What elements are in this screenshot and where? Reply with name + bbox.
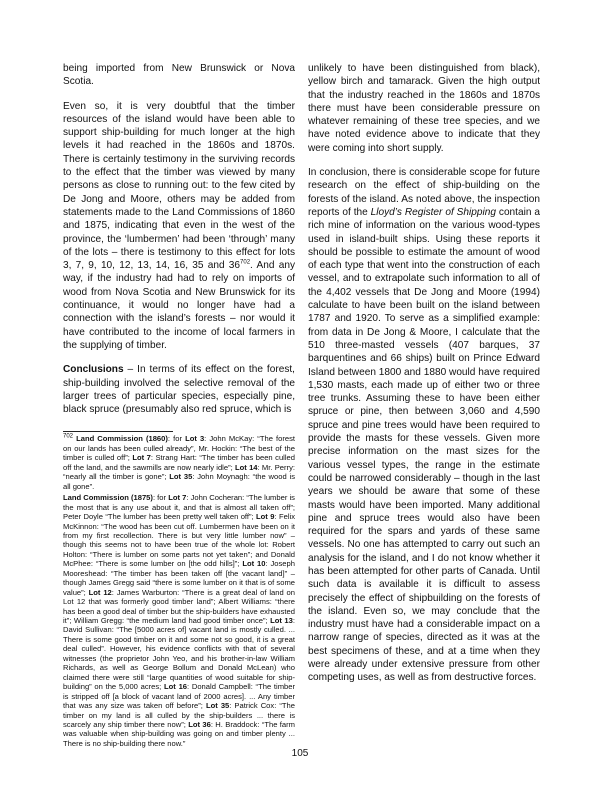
footnote-ref: 702 xyxy=(240,259,251,266)
footnote-text: : Patrick Cox: “The timber on my land is all culled by the ship-builders ... there is scarcely any ship timber there now”; xyxy=(63,701,295,730)
footnote-text: : John Moynagh: “the wood is all gone”. xyxy=(63,472,295,491)
footnote-bold-label: Lot 7 xyxy=(168,493,187,503)
footnote-bold-label: Land Commission (1875) xyxy=(63,493,153,503)
paragraph-text: In conclusion, there is considerable scope for future research on the effect of ship-building on the forests of the island. As noted above, the inspection reports of the xyxy=(308,167,540,218)
footnote-text: : Donald Campbell: “The timber is stripped off [a block of vacant land of 2000 acres]. ... Any timber that was any size was taken off before”; xyxy=(63,682,295,711)
footnote-bold-label: Lot 13 xyxy=(270,616,293,626)
footnote-bold-label: Lot 35 xyxy=(169,472,193,482)
paragraph-text: . And any way, if the industry had had to rely on imports of wood from Nova Scotia and New Brunswick for its continuance, it would no longer have had a connection with the island’s forests – nor would it have contributed to the income of local farmers in the supplying of timber. xyxy=(63,260,295,351)
italic-title: Lloyd’s Register of Shipping xyxy=(370,206,496,218)
footnote-bold-label: Lot 14 xyxy=(235,462,258,472)
footnote-bold-label: Lot 12 xyxy=(88,587,112,597)
footnote-rule xyxy=(63,431,173,432)
paragraph-text: Even so, it is very doubtful that the timber resources of the island would have been able to support ship-building for much longer at the high levels it had reached in the 1860s and 1870s. There is certainly testimony in the surviving records to the effect that the timber was viewed by many persons as close to running out: to the few cited by De Jong and Moore, others may be added from statements made to the Land Commissions of 1860 and 1875, indicating that even in the west of the province, the ‘lumbermen’ had been ‘through’ many of the lots – there is testimony to this effect for lots 3, 7, 9, 10, 12, 13, 14, 16, 35 and 36 xyxy=(63,100,295,272)
right-column xyxy=(308,62,540,696)
footnote-bold-label: Lot 35 xyxy=(205,701,230,711)
footnote-bold-label: Lot 16 xyxy=(164,682,188,692)
paragraph: being imported from New Brunswick or Nova Scotia. xyxy=(63,63,295,88)
footnote-text: : Strang Hart: “The timber has been culled off the land, and the sawmills are now nearly idle”; xyxy=(63,453,295,472)
left-column xyxy=(63,62,295,748)
footnote xyxy=(63,434,295,491)
footnote-bold-label: Lot 10 xyxy=(242,559,266,569)
footnote-bold-label: Lot 9 xyxy=(256,512,275,522)
footnote-text: : H. Braddock: “The farm was valuable when ship-building was going on and timber plenty ... There is no ship-building there now.” xyxy=(63,720,295,748)
footnote-text: : James Warburton: “There is a great deal of land on Lot 12 that was formerly good timber land”; Albert Williams: “there has been a good deal of timber but the ship-builders have exhausted it”; William Gregg: “the medium land had good timber once”; xyxy=(63,587,295,626)
paragraph xyxy=(63,363,295,416)
footnote-text: : John McKay: “The forest on our lands has been culled already”, Mr. Hockin: “The best of the timber is culled off”; xyxy=(63,434,295,463)
paragraph: unlikely to have been distinguished from black), yellow birch and tamarack. Given the high output that the industry reached in the 1860s and 1870s there must have been considerable pressure on whatever remaining of these tree species, and we have noted evidence above to indicate that they were coming into short supply. xyxy=(308,63,540,154)
footnote-bold-label: Lot 3 xyxy=(185,434,205,444)
footnote-bold-label: Land Commission (1860) xyxy=(73,434,168,444)
section-heading: Conclusions xyxy=(63,364,124,376)
footnote xyxy=(63,493,295,748)
footnote-text: : for xyxy=(167,434,186,444)
footnote-bold-label: Lot 7 xyxy=(132,453,151,463)
footnote-text: : Felix McKinnon: “The wood has been cut off. Lumbermen have been on it from my first recollection. There is but very little lumber now” – though this seems not to have been true of the whole lot: Robert Holton: “There is lumber on some parts not yet taken”; and Donald McPhee: “There is some lumber on [the odd hills]”; xyxy=(63,512,295,569)
paragraph-text: contain a rich mine of information on the various wood-types used in island-built ships. Using these reports it should be possible to estimate the amount of wood of each type that went into the construction of each vessel, and to extrapolate such information to all of the 4,402 vessels that De Jong and Moore (1994) calculate to have been built on the island between 1787 and 1920. To serve as a simplified example: from data in De Jong & Moore, I calculate that the 510 three-masted vessels (407 barques, 37 barquentines and 66 ships) built on Prince Edward Island between 1800 and 1880 would have required 1,530 masts, each made up of either two or three tree trunks. Assuming these to have been either spruce or pine, then between 3,060 and 4,590 spruce and pine trees would have been required to provide the masts for these vessels. Given more precise information on the mast sizes for the various vessel types, the range in the estimate could be narrowed considerably – though in the last years we should be aware that some of these masts would have been imported. Many additional pine and spruce trees would also have been required for the spars and yards of these same vessels. No one has attempted to carry out such an analysis for the island, and I do not know whether it has been attempted for other parts of Canada. Until such data is available it is difficult to assess precisely the effect of shipbuilding on the forests of the island. Even so, we may conclude that the industry must have had a considerable impact on a narrow range of species, directed as it was at the best specimens of these, and at a time when they were already under extensive pressure from other competing uses, as well as from destructive forces. xyxy=(308,206,540,684)
footnote-text: : Mr. Perry: “nearly all the timber is gone”; xyxy=(63,462,295,482)
footnote-text: : John Cocheran: “The lumber is the most that is any use about it, and that is almost all taken off”; Peter Doyle “The lumber has been pretty well taken off”; xyxy=(63,493,295,522)
paragraph xyxy=(63,100,295,353)
paragraph-text: – In terms of its effect on the forest, ship-building involved the selective removal of the larger trees of particular species, especially pine, black spruce (presumably also red spruce, which is xyxy=(63,364,295,416)
footnote-text: : for xyxy=(152,493,169,503)
footnote-bold-label: Lot 36 xyxy=(188,720,211,730)
footnote-text: : Joseph Mooreshead: “The timber has been taken off [the vacant land]” – though James Gregg said “there is some lumber on it that is of some value”; xyxy=(63,559,295,597)
page-number: 105 xyxy=(291,748,309,759)
paragraph xyxy=(308,166,540,685)
footnote-number: 702 xyxy=(63,433,74,440)
footnote-text: : David Sullivan: “The [5000 acres of] vacant land is mostly culled. ... There is some good timber on it and some not so good, it is a great deal culled”. However, his evidence conflicts with that of several witnesses (the proprietor John Yeo, and his brother-in-law William Richards, as well as George Bollum and Donald McLean) who claimed there were still “large quantities of wood suitable for ship-building” on the 5,000 acres; xyxy=(63,616,295,692)
